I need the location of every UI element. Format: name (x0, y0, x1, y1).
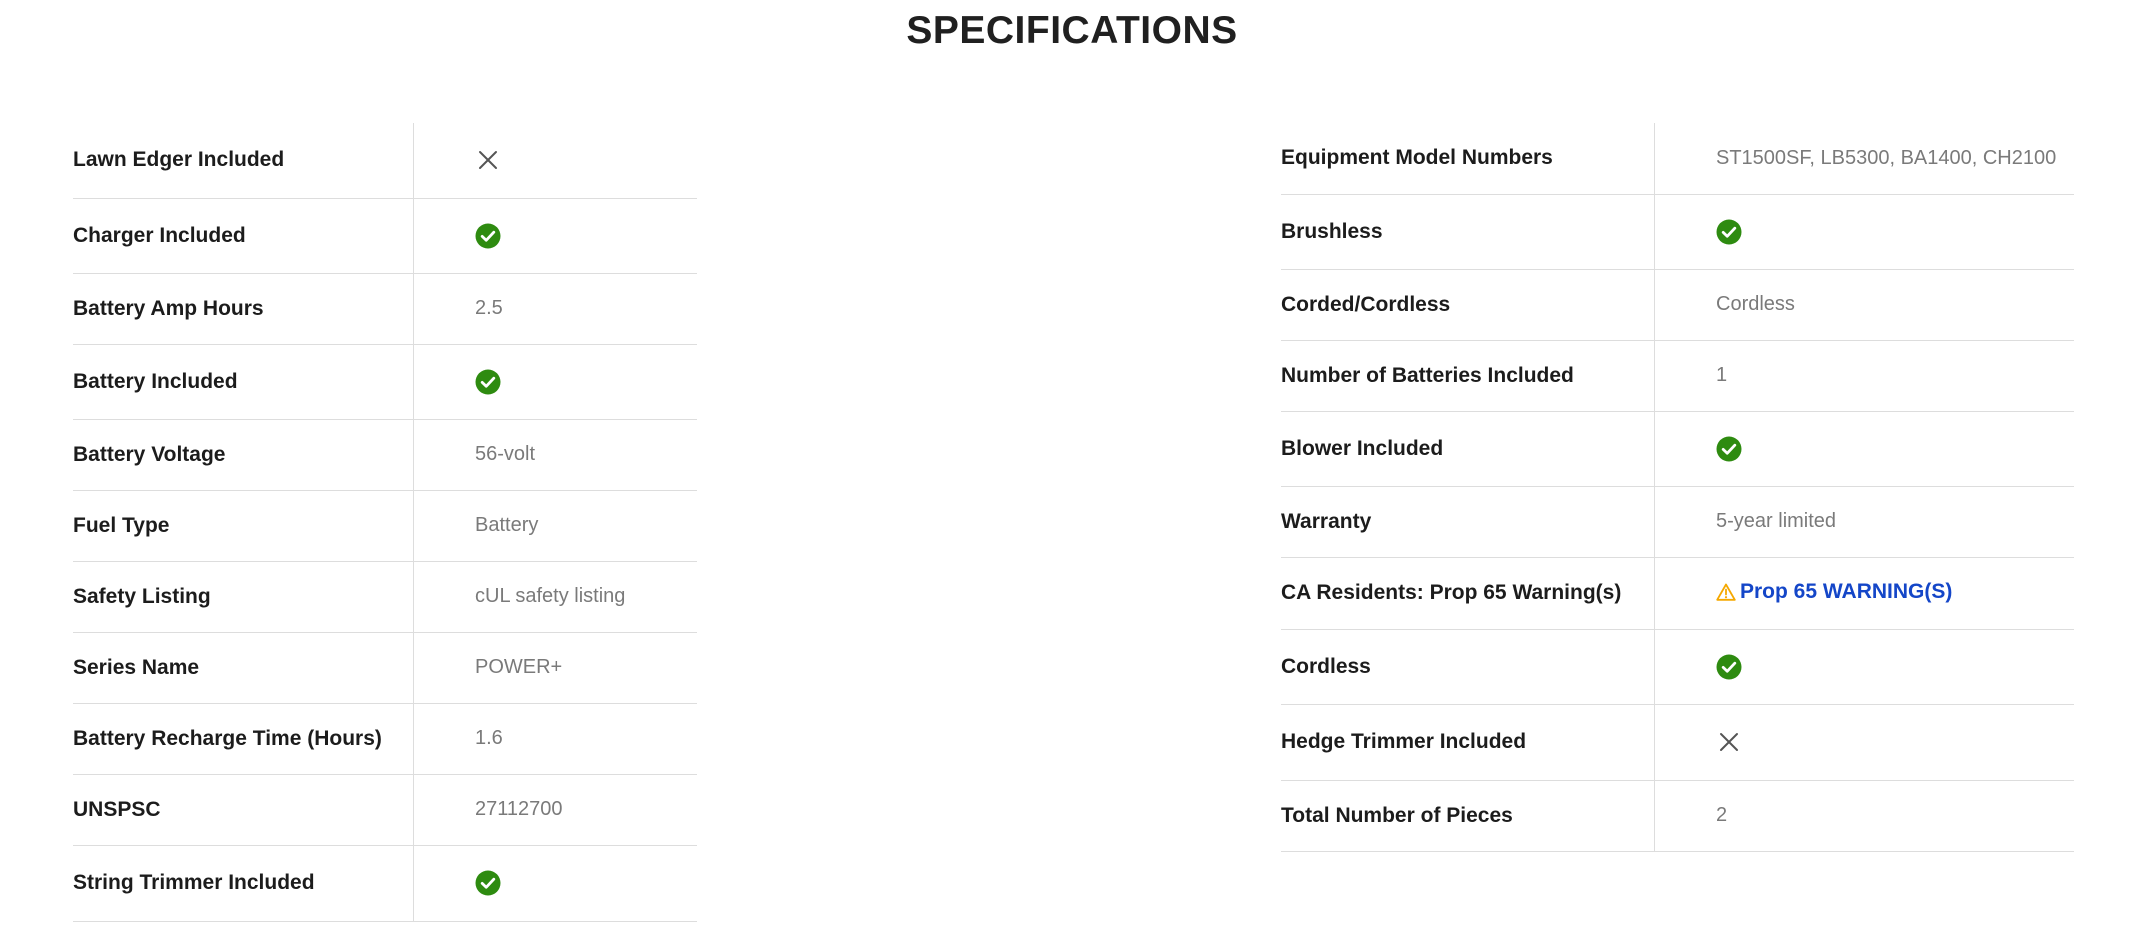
spec-value (1655, 340, 2075, 411)
spec-row-safety-listing (73, 561, 697, 632)
spec-value (1655, 486, 2075, 557)
spec-row-unspsc (73, 774, 697, 845)
check-circle-icon (1716, 219, 1742, 245)
spec-row-string-trimmer-included (73, 845, 697, 921)
specs-table-right (1281, 123, 2074, 852)
prop65-warning-link[interactable] (1716, 580, 1952, 604)
spec-label: Fuel Type (73, 490, 414, 561)
spec-value (414, 344, 698, 419)
specs-table-right-body (1281, 123, 2074, 851)
spec-value (1655, 411, 2075, 486)
spec-row-battery-included (73, 344, 697, 419)
check-circle-icon (1716, 654, 1742, 680)
spec-label: Series Name (73, 632, 414, 703)
spec-value-text: cUL safety listing (475, 585, 626, 607)
spec-row-number-of-batteries-included (1281, 340, 2074, 411)
spec-label: Brushless (1281, 194, 1655, 269)
spec-row-warranty (1281, 486, 2074, 557)
spec-row-hedge-trimmer-included (1281, 704, 2074, 780)
spec-value (1655, 557, 2075, 629)
spec-label: String Trimmer Included (73, 845, 414, 921)
spec-value (414, 273, 698, 344)
check-circle-icon (1716, 436, 1742, 462)
spec-row-ca-residents-prop-65-warning-s (1281, 557, 2074, 629)
spec-row-series-name (73, 632, 697, 703)
spec-row-battery-recharge-time-hours (73, 703, 697, 774)
spec-label: Cordless (1281, 629, 1655, 704)
spec-row-charger-included (73, 198, 697, 273)
spec-label: Total Number of Pieces (1281, 780, 1655, 851)
spec-value-text: POWER+ (475, 656, 563, 678)
spec-row-total-number-of-pieces (1281, 780, 2074, 851)
warning-triangle-icon (1716, 583, 1736, 601)
spec-row-corded-cordless (1281, 269, 2074, 340)
spec-label: Charger Included (73, 198, 414, 273)
spec-value (414, 419, 698, 490)
spec-value (1655, 704, 2075, 780)
spec-value (1655, 194, 2075, 269)
spec-label: Warranty (1281, 486, 1655, 557)
spec-value (1655, 123, 2075, 194)
spec-value (1655, 269, 2075, 340)
spec-label: Battery Voltage (73, 419, 414, 490)
spec-value-text: ST1500SF, LB5300, BA1400, CH2100 (1716, 146, 2057, 169)
check-circle-icon (475, 870, 501, 896)
spec-label: Safety Listing (73, 561, 414, 632)
spec-value (414, 703, 698, 774)
spec-row-fuel-type (73, 490, 697, 561)
page-title: SPECIFICATIONS (906, 9, 1238, 52)
spec-label: Corded/Cordless (1281, 269, 1655, 340)
spec-value-text: Battery (475, 514, 539, 536)
spec-label: Number of Batteries Included (1281, 340, 1655, 411)
spec-label: Battery Amp Hours (73, 273, 414, 344)
spec-value (1655, 780, 2075, 851)
spec-label: Battery Included (73, 344, 414, 419)
specs-table-left (73, 123, 697, 922)
spec-value (414, 123, 698, 198)
spec-value-text: 27112700 (475, 798, 563, 820)
spec-value (414, 774, 698, 845)
spec-value (414, 845, 698, 921)
prop65-warning-link-label: Prop 65 WARNING(S) (1740, 579, 1953, 603)
check-circle-icon (475, 223, 501, 249)
spec-value (414, 198, 698, 273)
spec-row-equipment-model-numbers (1281, 123, 2074, 194)
spec-row-battery-voltage (73, 419, 697, 490)
check-circle-icon (475, 369, 501, 395)
spec-value (414, 490, 698, 561)
specs-table-left-body (73, 123, 697, 921)
spec-label: CA Residents: Prop 65 Warning(s) (1281, 557, 1655, 629)
cross-icon (477, 149, 499, 171)
spec-value-text: 2.5 (475, 297, 503, 319)
spec-value (1655, 629, 2075, 704)
spec-value-text: 1 (1716, 364, 1728, 386)
spec-value-text: 56-volt (475, 443, 536, 465)
spec-value (414, 561, 698, 632)
spec-value-text: Cordless (1716, 293, 1795, 315)
spec-label: Hedge Trimmer Included (1281, 704, 1655, 780)
spec-row-blower-included (1281, 411, 2074, 486)
spec-label: UNSPSC (73, 774, 414, 845)
spec-value-text: 2 (1716, 804, 1728, 826)
spec-value-text: 1.6 (475, 727, 503, 749)
cross-icon (1718, 731, 1740, 753)
spec-label: Battery Recharge Time (Hours) (73, 703, 414, 774)
spec-value-text: 5-year limited (1716, 510, 1837, 532)
spec-label: Equipment Model Numbers (1281, 123, 1655, 194)
spec-row-lawn-edger-included (73, 123, 697, 198)
spec-label: Lawn Edger Included (73, 123, 414, 198)
spec-row-battery-amp-hours (73, 273, 697, 344)
spec-row-brushless (1281, 194, 2074, 269)
spec-value (414, 632, 698, 703)
spec-label: Blower Included (1281, 411, 1655, 486)
spec-row-cordless (1281, 629, 2074, 704)
